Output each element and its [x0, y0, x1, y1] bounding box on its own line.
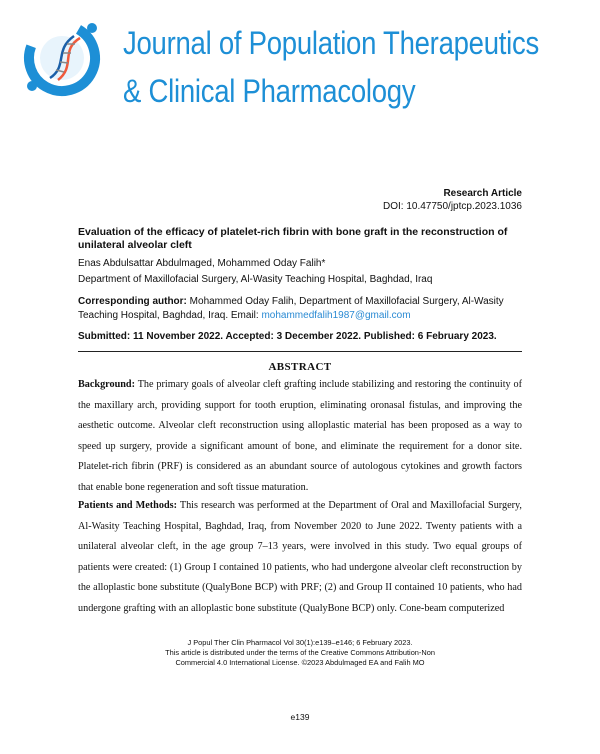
article-title: Evaluation of the efficacy of platelet-rich fibrin with bone graft in the reconstruction of unilateral alveolar cleft: [78, 226, 508, 251]
footer-license-line1: This article is distributed under the terms of the Creative Commons Attribution-Non: [165, 648, 435, 657]
journal-title-line1: Journal of Population Therapeutics: [123, 25, 540, 61]
footer-license-line2: Commercial 4.0 International License. ©2023 Abdulmaged EA and Falih MO: [175, 658, 425, 667]
corresponding-label: Corresponding author:: [78, 296, 187, 307]
article-type: Research Article: [443, 188, 522, 199]
journal-title-line2: & Clinical Pharmacology: [123, 73, 416, 109]
corresponding-text: Mohammed Oday Falih, Department of Maxillofacial Surgery, Al-Wasity Teaching Hospital, Baghdad, Iraq. Email:: [78, 296, 504, 321]
background-label: Background:: [78, 379, 135, 390]
divider: [78, 351, 522, 352]
abstract-background: [78, 375, 522, 498]
email-link[interactable]: mohammedfalih1987@gmail.com: [261, 309, 411, 321]
article-doi[interactable]: DOI: 10.47750/jptcp.2023.1036: [383, 201, 522, 212]
affiliation: Department of Maxillofacial Surgery, Al-Wasity Teaching Hospital, Baghdad, Iraq: [78, 274, 433, 285]
footer-citation: J Popul Ther Clin Pharmacol Vol 30(1):e139–e146; 6 February 2023.: [187, 638, 413, 647]
journal-logo: [18, 14, 106, 102]
background-text: The primary goals of alveolar cleft grafting include stabilizing and restoring the continuity of the maxillary arch, providing support for tooth eruption, eliminating oronasal fistulas, and improving the aesthetic outcome. Alveolar cleft reconstruction using alloplastic material has been proposed as a way to speed up surgery, provide a significant amount of bone, and eliminate the requirement for a donor site. Platelet-rich fibrin (PRF) is considered as an abundant source of autologous cytokines and growth factors that enable bone regeneration and soft tissue maturation.: [78, 379, 522, 493]
authors: Enas Abdulsattar Abdulmaged, Mohammed Oday Falih*: [78, 258, 326, 269]
page-number: e139: [290, 712, 310, 722]
methods-label: Patients and Methods:: [78, 500, 177, 511]
methods-text: This research was performed at the Department of Oral and Maxillofacial Surgery, Al-Wasity Teaching Hospital, Baghdad, Iraq, from November 2020 to June 2022. Twenty patients with a unilateral alveolar cleft, in the age group 7–13 years, were involved in this study. Two equal groups of patients were created: (1) Group I contained 10 patients, who had undergone alveolar cleft reconstruction by the alloplastic bone substitute (QualyBone BCP) with PRF; (2) and Group II contained 10 patients, who had undergone grafting with an alloplastic bone substitute (QualyBone BCP) only. Cone-beam computerized: [78, 500, 522, 614]
publication-dates: Submitted: 11 November 2022. Accepted: 3 December 2022. Published: 6 February 2023.: [78, 331, 497, 342]
abstract-methods: [78, 496, 522, 619]
abstract-heading: ABSTRACT: [268, 361, 332, 373]
corresponding-author: [78, 295, 528, 322]
